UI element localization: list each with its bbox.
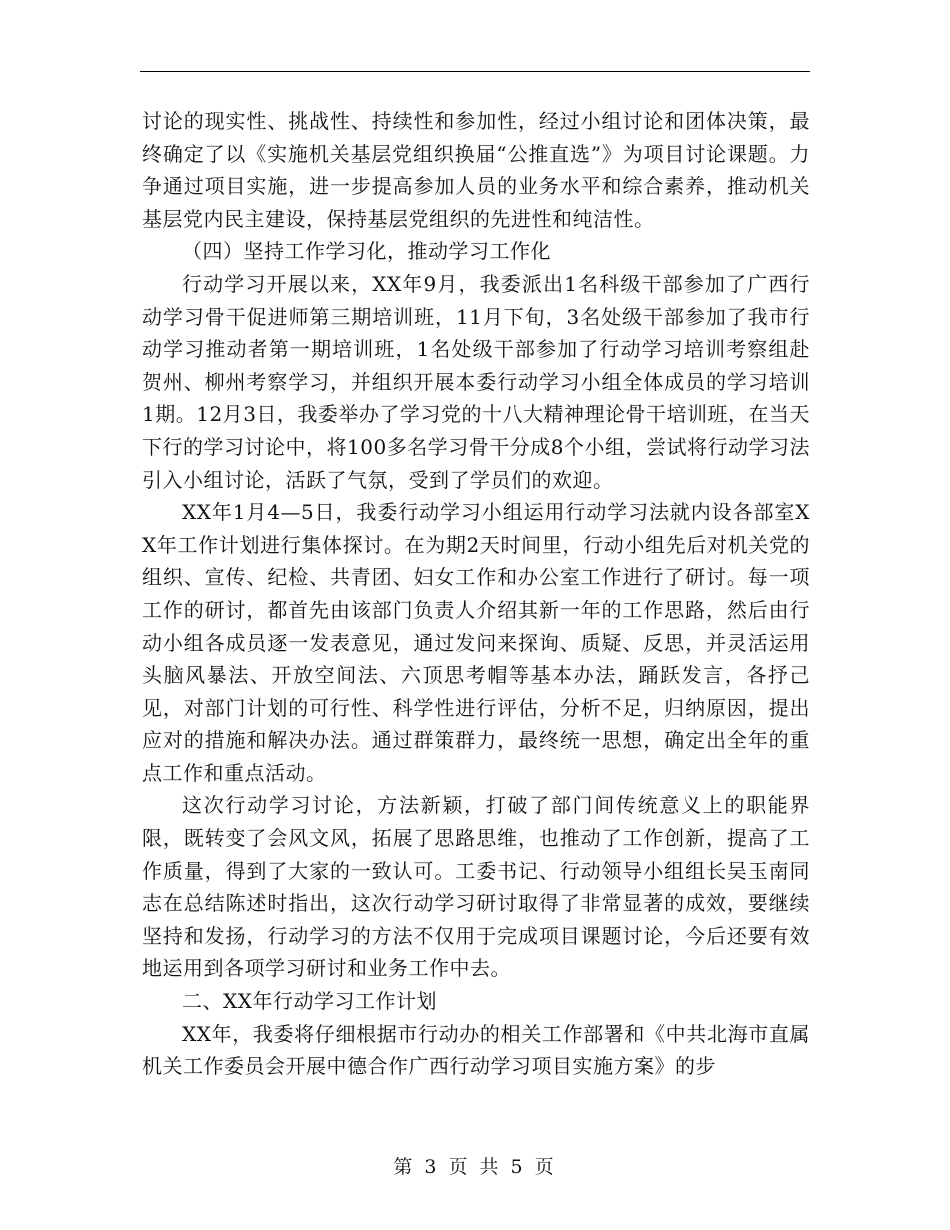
page-footer: 第 3 页 共 5 页 (393, 1156, 557, 1178)
document-body (142, 105, 810, 1083)
paragraph-1: 讨论的现实性、挑战性、持续性和参加性，经过小组讨论和团体决策，最终确定了以《实施机关基层党组织换届“公推直选”》为项目讨论课题。力争通过项目实施，进一步提高参加人员的业务水平和综合素养，推动机关基层党内民主建设，保持基层党组织的先进性和纯洁性。 (142, 109, 810, 231)
paragraph-3: XX年1月4—5日，我委行动学习小组运用行动学习法就内设各部室XX年工作计划进行集体探讨。在为期2天时间里，行动小组先后对机关党的组织、宣传、纪检、共青团、妇女工作和办公室工作进行了研讨。每一项工作的研讨，都首先由该部门负责人介绍其新一年的工作思路，然后由行动小组各成员逐一发表意见，通过发问来探询、质疑、反思，并灵活运用头脑风暴法、开放空间法、六顶思考帽等基本办法，踊跃发言，各抒己见，对部门计划的可行性、科学性进行评估，分析不足，归纳原因，提出应对的措施和解决办法。通过群策群力，最终统一思想，确定出全年的重点工作和重点活动。 (142, 500, 810, 785)
paragraph-4: 这次行动学习讨论，方法新颖，打破了部门间传统意义上的职能界限，既转变了会风文风，拓展了思路思维，也推动了工作创新，提高了工作质量，得到了大家的一致认可。工委书记、行动领导小组组长吴玉南同志在总结陈述时指出，这次行动学习研讨取得了非常显著的成效，要继续坚持和发扬，行动学习的方法不仅用于完成项目课题讨论，今后还要有效地运用到各项学习研讨和业务工作中去。 (142, 793, 810, 981)
header-rule (140, 71, 810, 72)
section-heading-2: 二、XX年行动学习工作计划 (182, 989, 437, 1014)
paragraph-2: 行动学习开展以来，XX年9月，我委派出1名科级干部参加了广西行动学习骨干促进师第三期培训班，11月下旬，3名处级干部参加了我市行动学习推动者第一期培训班，1名处级干部参加了行动学习培训考察组赴贺州、柳州考察学习，并组织开展本委行动学习小组全体成员的学习培训1期。12月3日，我委举办了学习党的十八大精神理论骨干培训班，在当天下行的学习讨论中，将100多名学习骨干分成8个小组，尝试将行动学习法引入小组讨论，活跃了气氛，受到了学员们的欢迎。 (142, 271, 810, 492)
paragraph-5: XX年，我委将仔细根据市行动办的相关工作部署和《中共北海市直属机关工作委员会开展中德合作广西行动学习项目实施方案》的步 (142, 1021, 810, 1079)
section-heading-4: （四）坚持工作学习化，推动学习工作化 (182, 239, 551, 264)
